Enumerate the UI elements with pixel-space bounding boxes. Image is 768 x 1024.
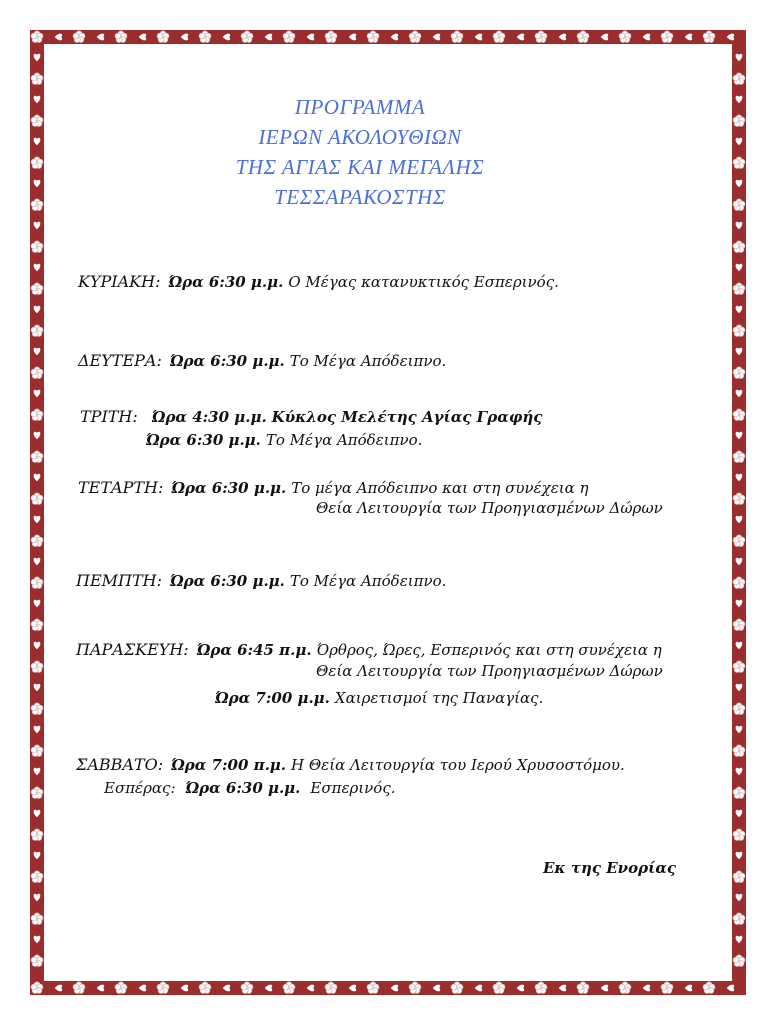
service-time: Ώρα 7:00 μ.μ. [215,689,330,707]
service-description: Το μέγα Απόδειπνο και στη συνέχεια η [291,479,589,497]
schedule-saturday-2 [104,778,396,798]
schedule-friday [76,640,662,660]
service-description: Ο Μέγας κατανυκτικός Εσπερινός. [288,273,559,291]
schedule-sunday [78,272,559,292]
title-line: ΤΕΣΣΑΡΑΚΟΣΤΗΣ [274,185,446,209]
sub-label: Εσπέρας: [104,779,176,797]
service-time: Ώρα 6:30 μ.μ. [169,352,285,370]
service-time: Ώρα 6:30 μ.μ. [185,779,301,797]
title-line: ΙΕΡΩΝ ΑΚΟΛΟΥΘΙΩΝ [258,125,462,149]
service-time: Ώρα 6:30 μ.μ. [171,479,287,497]
title-line: ΠΡΟΓΡΑΜΜΑ [294,95,426,119]
service-description: Θεία Λειτουργία των Προηγιασμένων Δώρων [316,662,663,680]
service-time: Ώρα 4:30 μ.μ. [151,408,267,426]
service-time: Ώρα 7:00 π.μ. [171,756,287,774]
day-label: ΠΑΡΑΣΚΕΥΗ: [76,640,189,659]
service-time: Ώρα 6:30 μ.μ. [146,431,261,449]
schedule-wednesday [78,478,589,498]
service-description: Το Μέγα Απόδειπνο. [265,431,423,449]
schedule-tuesday [80,407,542,427]
service-description: Χαιρετισμοί της Παναγίας. [334,689,544,707]
day-label: ΤΡΙΤΗ: [80,407,138,426]
service-description: Θεία Λειτουργία των Προηγιασμένων Δώρων [316,499,663,517]
schedule-monday [78,351,446,371]
day-label: ΔΕΥΤΕΡΑ: [78,351,162,370]
title-line: ΤΗΣ ΑΓΙΑΣ ΚΑΙ ΜΕΓΑΛΗΣ [235,155,485,179]
document-title [200,92,520,212]
day-label: ΣΑΒΒΑΤΟ: [76,755,164,774]
service-description: Το Μέγα Απόδειπνο. [289,572,447,590]
service-time: Ώρα 6:45 π.μ. [196,641,312,659]
schedule-tuesday-2 [146,430,422,450]
day-label: ΚΥΡΙΑΚΗ: [78,272,161,291]
day-label: ΠΕΜΠΤΗ: [76,571,162,590]
service-description: Όρθρος, Ώρες, Εσπερινός και στη συνέχεια η [316,641,662,659]
service-description: Εσπερινός. [310,779,396,797]
service-description: Κύκλος Μελέτης Αγίας Γραφής [271,408,543,426]
schedule-friday-3 [215,688,543,708]
service-description: Το Μέγα Απόδειπνο. [289,352,447,370]
service-description: Η Θεία Λειτουργία του Ιερού Χρυσοστόμου. [291,756,625,774]
schedule-friday-2 [316,661,663,681]
service-time: Ώρα 6:30 μ.μ. [169,572,285,590]
signature: Εκ της Ενορίας [543,859,677,877]
day-label: ΤΕΤΑΡΤΗ: [78,478,164,497]
service-time: Ώρα 6:30 μ.μ. [168,273,284,291]
schedule-saturday [76,755,625,775]
schedule-wednesday-2 [316,498,663,518]
schedule-thursday [76,571,446,591]
